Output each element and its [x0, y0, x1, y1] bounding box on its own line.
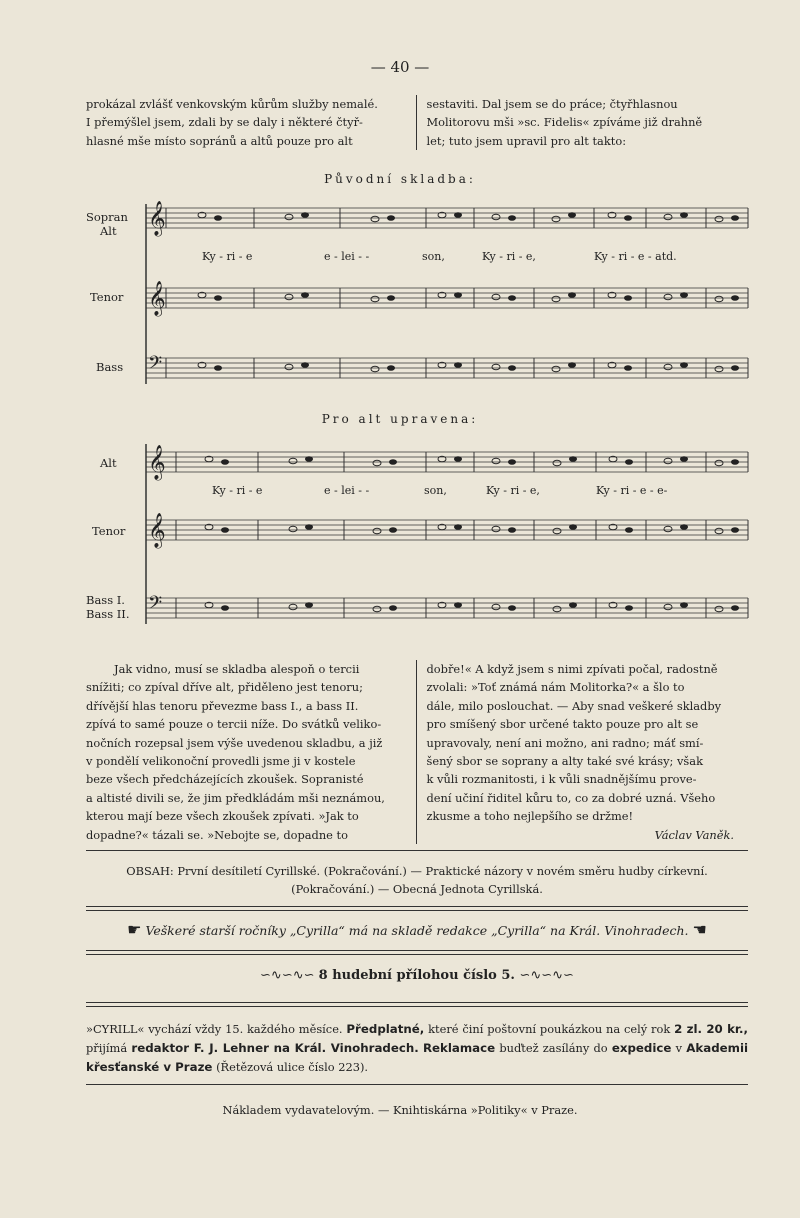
note-head	[731, 605, 739, 611]
note-head	[624, 365, 632, 371]
text-line: beze všech předcházejících zkoušek. Sopranisté	[86, 772, 364, 787]
note-head	[389, 459, 397, 465]
note-head	[305, 524, 313, 530]
ornament-right-icon: ∽∿∽∿∽	[519, 968, 574, 983]
note-head	[389, 527, 397, 533]
note-head	[625, 527, 633, 533]
text-line: zpívá to samé pouze o tercii níže. Do svátků veliko-	[86, 717, 382, 732]
treble-clef-icon: 𝄞	[148, 201, 166, 236]
note-head	[508, 527, 516, 533]
note-head	[454, 212, 462, 218]
note-head	[289, 458, 297, 464]
note-head	[285, 294, 293, 300]
note-head	[680, 456, 688, 462]
text-line: a altisté divili se, že jim předkládám mši neznámou,	[86, 790, 385, 805]
text-line: šený sbor se soprany a alty také své krásy; však	[426, 754, 703, 769]
note-head	[387, 295, 395, 301]
note-head	[301, 212, 309, 218]
contents	[86, 862, 748, 898]
lyric: son,	[424, 484, 447, 497]
top-text-columns	[86, 95, 748, 150]
subscription-bold: 2 zl. 20 kr.,	[674, 1022, 749, 1036]
contents-line: OBSAH: První desítiletí Cyrillské. (Pokračování.) — Praktické názory v novém směru hudby církevní.	[126, 864, 708, 878]
text-line: k vůli rozmanitosti, i k vůli snadnějšímu prove-	[426, 772, 697, 787]
lyric: e - lei - -	[324, 250, 370, 263]
note-head	[624, 295, 632, 301]
score2	[86, 432, 751, 647]
note-head	[664, 294, 672, 300]
voice-label-sopran: Sopran	[86, 210, 128, 224]
note-head	[214, 215, 222, 221]
page-number: — 40 —	[370, 58, 430, 76]
note-head	[387, 365, 395, 371]
voice-label-tenor: Tenor	[92, 524, 126, 538]
note-head	[625, 605, 633, 611]
footer: Nákladem vydavatelovým. — Knihtiskárna »Politiky« v Praze.	[222, 1103, 578, 1117]
note-head	[454, 456, 462, 462]
note-head	[492, 364, 500, 370]
note-head	[285, 364, 293, 370]
note-head	[625, 459, 633, 465]
score1-heading: Původní skladba:	[324, 172, 476, 186]
voice-label-bass: Bass	[96, 360, 124, 374]
subscription-bold: Akademii křesťanské v Praze	[86, 1041, 749, 1074]
note-head	[214, 365, 222, 371]
ornament-left-icon: ∽∿∽∿∽	[260, 968, 319, 983]
text-line: zkusme a toho nejlepšího se držme!	[426, 809, 634, 824]
subscription-text: které činí poštovní poukázkou na celý rok	[428, 1022, 671, 1036]
text-line: zvolali: »Toť známá nám Molitorka?« a šlo to	[426, 680, 685, 695]
note-head	[680, 362, 688, 368]
note-head	[664, 526, 672, 532]
note-head	[221, 459, 229, 465]
note-head	[371, 216, 379, 222]
lyric: Ky - ri - e - e-	[596, 484, 668, 497]
text-line: prokázal zvlášť venkovským kůrům služby nemalé.	[86, 97, 378, 111]
text-line: dobře!« A když jsem s nimi zpívati počal, radostně	[426, 662, 718, 676]
note-head	[680, 292, 688, 298]
note-head	[508, 365, 516, 371]
note-head	[289, 526, 297, 532]
note-head	[508, 215, 516, 221]
note-head	[664, 458, 672, 464]
note-head	[715, 216, 723, 222]
text-line: sestaviti. Dal jsem se do práce; čtyřhlasnou	[426, 97, 678, 111]
treble-clef-icon: 𝄞	[148, 445, 166, 480]
note-head	[715, 296, 723, 302]
text-line: upravovaly, není ani možno, ani radno; máť smí-	[426, 735, 704, 750]
bass-clef-icon: 𝄢	[148, 353, 163, 378]
note-head	[624, 215, 632, 221]
note-head	[569, 456, 577, 462]
divider	[86, 950, 748, 955]
note-head	[568, 362, 576, 368]
note-head	[552, 366, 560, 372]
note-head	[731, 365, 739, 371]
note-head	[492, 214, 500, 220]
contents-line: (Pokračování.) — Obecná Jednota Cyrillská.	[291, 882, 543, 896]
note-head	[568, 212, 576, 218]
subscription-text: přijímá	[86, 1041, 128, 1055]
note-head	[373, 460, 381, 466]
text-line: I přemýšlel jsem, zdali by se daly i některé čtyř-	[86, 115, 363, 130]
score1-staves	[86, 192, 751, 392]
body-text-columns	[86, 660, 748, 844]
notice	[86, 920, 748, 939]
note-head	[731, 295, 739, 301]
note-head	[569, 524, 577, 530]
text-line: kterou mají beze všech zkoušek zpívati. »Jak to	[86, 809, 359, 824]
subscription-text: »CYRILL« vychází vždy 15. každého měsíce.	[86, 1022, 343, 1036]
note-head	[492, 294, 500, 300]
subscription-text: buďtež zasílány do	[499, 1041, 608, 1055]
note-head	[492, 604, 500, 610]
note-head	[508, 605, 516, 611]
lyric: Ky - ri - e - atd.	[594, 250, 677, 263]
subscription-text: (Řetězová ulice číslo 223).	[216, 1060, 369, 1074]
note-head	[715, 528, 723, 534]
voice-label-alt: Alt	[100, 456, 117, 470]
voice-label-bass1: Bass I.	[86, 593, 125, 607]
note-head	[454, 524, 462, 530]
notice-text: Veškeré starší ročníky „Cyrilla“ má na skladě redakce „Cyrilla“ na Král. Vinohradech.	[145, 923, 689, 938]
body-right-column	[417, 660, 749, 844]
score1	[86, 192, 751, 392]
top-right-column	[417, 95, 749, 150]
note-head	[454, 362, 462, 368]
divider	[86, 850, 748, 851]
note-head	[305, 456, 313, 462]
note-head	[664, 604, 672, 610]
note-head	[373, 528, 381, 534]
note-head	[680, 212, 688, 218]
subscription-text: v	[675, 1041, 683, 1055]
note-head	[301, 362, 309, 368]
pointing-hand-left-icon: ☚	[692, 920, 707, 939]
divider	[86, 906, 748, 911]
note-head	[492, 526, 500, 532]
note-head	[454, 602, 462, 608]
note-head	[731, 527, 739, 533]
note-head	[568, 292, 576, 298]
text-line: Molitorovu mši »sc. Fidelis« zpíváme již drahně	[426, 115, 703, 130]
top-left-column	[86, 95, 417, 150]
divider	[86, 1002, 748, 1007]
note-head	[731, 215, 739, 221]
note-head	[731, 459, 739, 465]
note-head	[664, 214, 672, 220]
note-head	[664, 364, 672, 370]
note-head	[214, 295, 222, 301]
body-left-column	[86, 660, 417, 844]
note-head	[508, 459, 516, 465]
subscription-bold: Reklamace	[422, 1041, 496, 1055]
bass-clef-icon: 𝄢	[148, 593, 163, 618]
voice-label-bass2: Bass II.	[86, 607, 130, 621]
note-head	[553, 460, 561, 466]
text-line: snížiti; co zpíval dříve alt, přiděleno jest tenoru;	[86, 680, 363, 695]
note-head	[387, 215, 395, 221]
note-head	[680, 602, 688, 608]
voice-label-alt: Alt	[100, 224, 117, 238]
divider	[86, 1084, 748, 1085]
note-head	[680, 524, 688, 530]
text-line: dřívější hlas tenoru převezme bass I., a bass II.	[86, 698, 359, 713]
note-head	[553, 528, 561, 534]
note-head	[289, 604, 297, 610]
note-head	[371, 296, 379, 302]
treble-clef-icon: 𝄞	[148, 513, 166, 548]
subscription-bold: Předplatné,	[346, 1022, 425, 1036]
lyric: Ky - ri - e	[212, 484, 263, 497]
note-head	[508, 295, 516, 301]
supplement	[86, 968, 748, 983]
text-line: Jak vidno, musí se skladba alespoň o tercii	[114, 662, 360, 676]
note-head	[301, 292, 309, 298]
text-line: dále, milo poslouchat. — Aby snad veškeré skladby	[426, 698, 722, 713]
note-head	[552, 296, 560, 302]
subscription-bold: redaktor F. J. Lehner na Král. Vinohradech.	[131, 1041, 419, 1055]
lyric: son,	[422, 250, 445, 263]
text-line: v pondělí velikonoční provedli jsme ji v kostele	[86, 754, 356, 769]
lyric: Ky - ri - e	[202, 250, 253, 263]
subscription-bold: expedice	[611, 1041, 672, 1055]
text-line: pro smíšený sbor určené takto pouze pro alt se	[426, 717, 699, 732]
score2-heading: Pro alt upravena:	[321, 412, 479, 426]
pointing-hand-right-icon: ☛	[127, 920, 142, 939]
note-head	[371, 366, 379, 372]
text-line: dopadne?« tázali se. »Nebojte se, dopadne to	[86, 827, 348, 842]
lyric: e - lei - -	[324, 484, 370, 497]
note-head	[492, 458, 500, 464]
voice-label-tenor: Tenor	[90, 290, 124, 304]
signature: Václav Vaněk.	[654, 827, 734, 842]
note-head	[389, 605, 397, 611]
note-head	[373, 606, 381, 612]
note-head	[715, 366, 723, 372]
lyric: Ky - ri - e,	[482, 250, 536, 263]
treble-clef-icon: 𝄞	[148, 281, 166, 316]
text-line: dení učiní řiditel kůru to, co za dobré uzná. Všeho	[426, 790, 716, 805]
lyric: Ky - ri - e,	[486, 484, 540, 497]
text-line: hlasné mše místo sopránů a altů pouze pro alt	[86, 133, 353, 148]
note-head	[715, 606, 723, 612]
subscription-info	[86, 1020, 748, 1077]
note-head	[715, 460, 723, 466]
note-head	[569, 602, 577, 608]
note-head	[305, 602, 313, 608]
text-line: nočních rozepsal jsem výše uvedenou skladbu, a již	[86, 735, 383, 750]
note-head	[221, 527, 229, 533]
note-head	[221, 605, 229, 611]
supplement-text: 8 hudební přílohou číslo 5.	[318, 968, 515, 983]
score2-staves	[86, 432, 751, 647]
note-head	[454, 292, 462, 298]
note-head	[285, 214, 293, 220]
text-line: let; tuto jsem upravil pro alt takto:	[426, 133, 627, 148]
note-head	[552, 216, 560, 222]
note-head	[553, 606, 561, 612]
